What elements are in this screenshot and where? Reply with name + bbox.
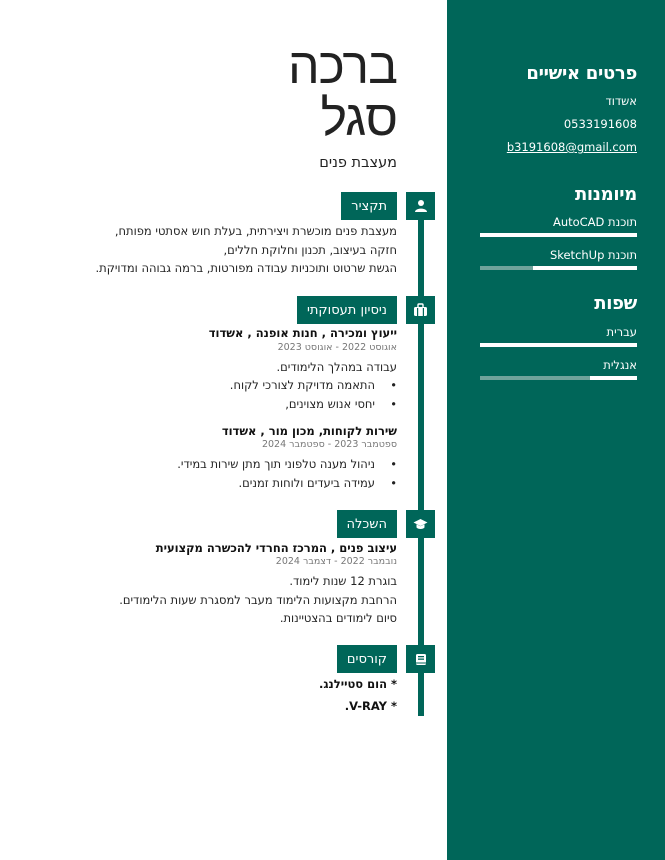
personal-heading: פרטים אישיים	[526, 63, 637, 84]
skill-bar-fill	[480, 233, 637, 237]
course-item: * V-RAY.	[344, 699, 397, 713]
email-link[interactable]: b3191608@gmail.com	[506, 140, 637, 154]
education-line: סיום לימודים בהצטיינות.	[279, 611, 397, 625]
job-bullet: • עמידה ביעדים ולוחות זמנים.	[238, 476, 397, 490]
summary-line: חזקה בעיצוב, תכנון וחלוקת חללים,	[223, 243, 397, 257]
skill-bar-fill	[533, 266, 637, 270]
language-bar	[480, 376, 637, 380]
summary-line: מעצבת פנים מוכשרת ויצירתית, בעלת חוש אסתטי מפותח,	[114, 224, 397, 238]
skill-bar	[480, 233, 637, 237]
job-role: מעצבת פנים	[319, 155, 397, 171]
sidebar	[447, 0, 665, 860]
experience-heading: ניסיון תעסוקתי	[297, 296, 397, 324]
education-date: נובמבר 2022 - דצמבר 2024	[275, 556, 397, 567]
person-icon	[406, 192, 435, 220]
education-line: הרחבת מקצועות הלימוד מעבר למסגרת שעות הלימודים.	[119, 593, 397, 607]
education-line: בוגרת 12 שנות לימוד.	[289, 574, 397, 588]
job-bullet: • יחסי אנוש מצוינים,	[285, 397, 397, 411]
job-bullet: • ניהול מענה טלפוני תוך מתן שירות במידי.	[177, 457, 397, 471]
city-text: אשדוד	[605, 94, 637, 108]
skill-item	[480, 248, 637, 270]
skill-label: תוכנת AutoCAD	[552, 215, 637, 229]
summary-heading: תקציר	[341, 192, 397, 220]
graduation-cap-icon	[406, 510, 435, 538]
skills-heading: מיומנות	[574, 184, 637, 205]
courses-heading: קורסים	[337, 645, 397, 673]
job-date: ספטמבר 2023 - ספטמבר 2024	[261, 439, 397, 450]
language-bar-fill	[480, 343, 637, 347]
first-name: ברכה	[287, 37, 397, 95]
job-intro: עבודה במהלך הלימודים.	[276, 360, 397, 374]
course-item: * הום סטיילנג.	[319, 677, 397, 691]
full-name	[287, 37, 397, 147]
book-icon	[406, 645, 435, 673]
language-item	[480, 325, 637, 347]
job-title: ייעוץ ומכירה , חנות אופנה , אשדוד	[208, 326, 397, 340]
briefcase-icon	[406, 296, 435, 324]
phone-text: 0533191608	[563, 117, 637, 131]
language-item	[480, 358, 637, 380]
skill-item	[480, 215, 637, 237]
languages-heading: שפות	[594, 293, 637, 314]
job-title: שירות לקוחות, מכון מור , אשדוד	[221, 424, 397, 438]
language-bar	[480, 343, 637, 347]
skill-bar	[480, 266, 637, 270]
language-label: עברית	[606, 325, 637, 339]
timeline-line	[418, 192, 424, 716]
last-name: סגל	[320, 89, 397, 147]
language-label: אנגלית	[603, 358, 637, 372]
job-bullet: • התאמה מדויקת לצורכי לקוח.	[229, 378, 397, 392]
skill-label: תוכנת SketchUp	[549, 248, 637, 262]
language-bar-fill	[590, 376, 637, 380]
education-heading: השכלה	[337, 510, 397, 538]
summary-line: הגשת שרטוט ותוכניות עבודה מפורטות, ברמה גבוהה ומדויקת.	[95, 261, 397, 275]
job-date: אוגוסט 2022 - אוגוסט 2023	[277, 342, 397, 353]
education-title: עיצוב פנים , המרכז החרדי להכשרה מקצועית	[155, 541, 397, 555]
